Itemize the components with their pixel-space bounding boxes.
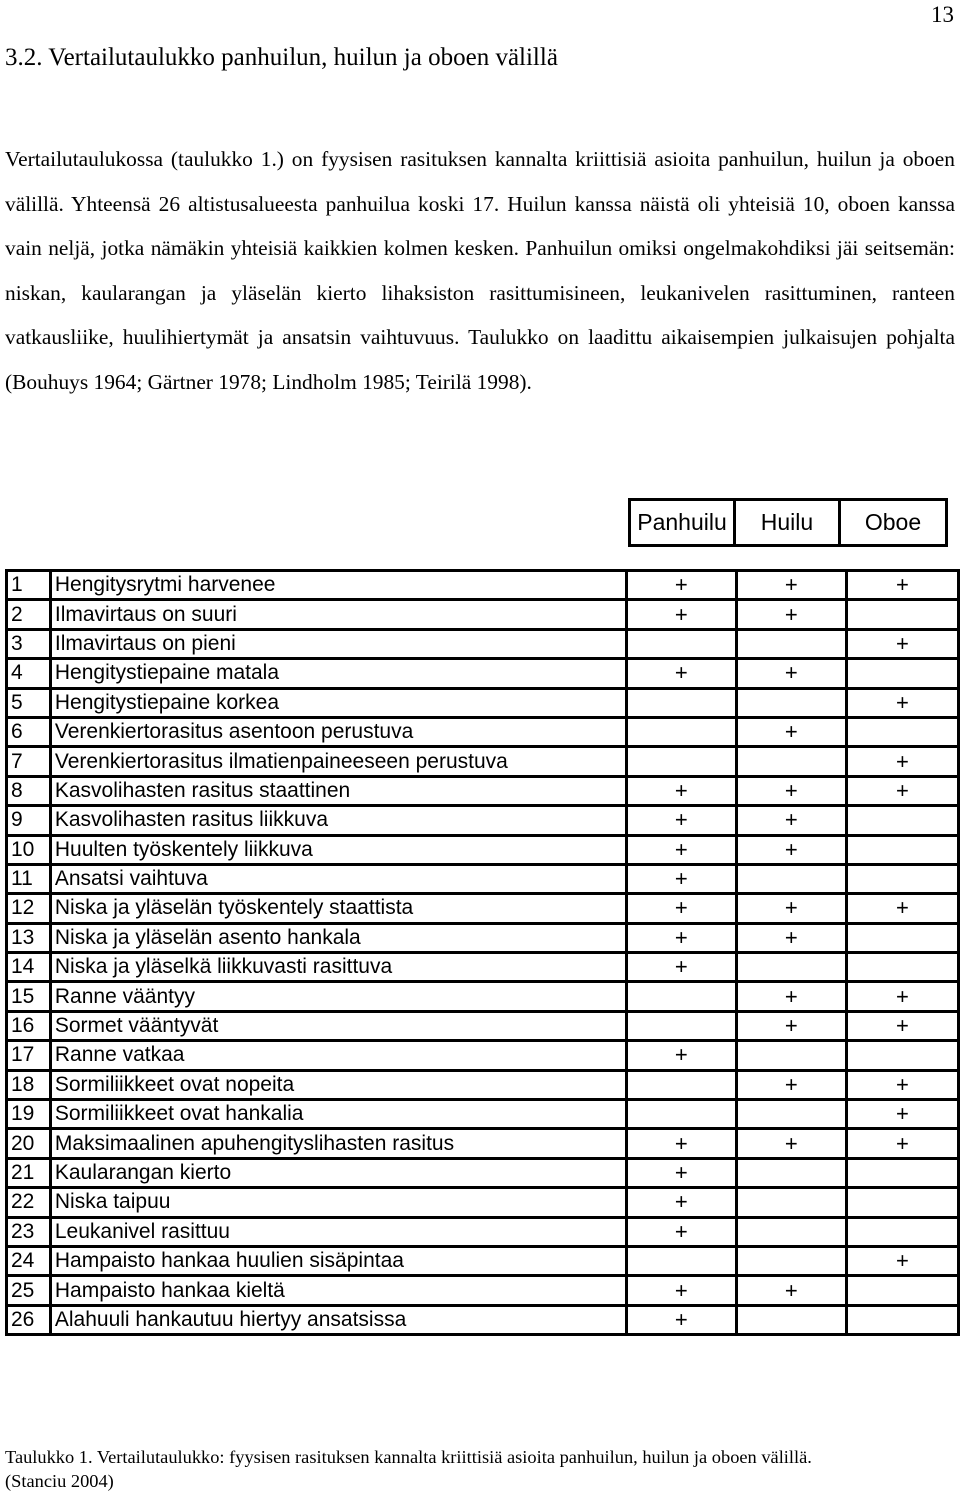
- table-row: [7, 1100, 959, 1129]
- mark-cell-panhuilu: +: [626, 1158, 736, 1187]
- mark-cell-huilu: +: [736, 923, 846, 952]
- table-row: [7, 659, 959, 688]
- mark-cell-panhuilu: [626, 982, 736, 1011]
- mark-cell-oboe: +: [846, 1011, 958, 1040]
- mark-cell-panhuilu: +: [626, 1305, 736, 1334]
- mark-cell-oboe: +: [846, 629, 958, 658]
- row-label: Hengitystiepaine korkea: [50, 688, 626, 717]
- table-row: [7, 571, 959, 600]
- row-number: 15: [7, 982, 51, 1011]
- row-number: 16: [7, 1011, 51, 1040]
- row-number: 26: [7, 1305, 51, 1334]
- mark-cell-oboe: [846, 659, 958, 688]
- row-number: 4: [7, 659, 51, 688]
- mark-cell-panhuilu: [626, 747, 736, 776]
- table-row: [7, 717, 959, 746]
- comparison-table: [5, 498, 960, 1336]
- table-row: [7, 894, 959, 923]
- mark-cell-panhuilu: [626, 1011, 736, 1040]
- table-row: [7, 1011, 959, 1040]
- mark-cell-huilu: [736, 688, 846, 717]
- table-row: [7, 1041, 959, 1070]
- row-label: Kaularangan kierto: [50, 1158, 626, 1187]
- table-row: [7, 1129, 959, 1158]
- mark-cell-huilu: [736, 629, 846, 658]
- mark-cell-huilu: +: [736, 1129, 846, 1158]
- mark-cell-panhuilu: [626, 1070, 736, 1099]
- mark-cell-huilu: +: [736, 806, 846, 835]
- mark-cell-oboe: [846, 717, 958, 746]
- mark-cell-huilu: [736, 1217, 846, 1246]
- mark-cell-huilu: +: [736, 1070, 846, 1099]
- row-label: Niska ja yläselän asento hankala: [50, 923, 626, 952]
- row-label: Hengitysrytmi harvenee: [50, 571, 626, 600]
- body-paragraph: Vertailutaulukossa (taulukko 1.) on fyysisen rasituksen kannalta kriittisiä asioita panhuilun, huilun ja oboen välillä. Yhteensä 26 altistusalueesta panhuilua koski 17. Huilun kanssa näistä oli yhteisiä 10, oboen kanssa vain neljä, jotka nämäkin yhteisiä kaikkien kolmen kesken. Panhuilun omiksi ongelmakohdiksi jäi seitsemän: niskan, kaularangan ja yläselän kierto lihaksiston rasittumisineen, leukanivelen rasittuminen, ranteen vatkausliike, huulihiertymät ja ansatsin vaihtuvuus. Taulukko on laadittu aikaisempien julkaisujen pohjalta (Bouhuys 1964; Gärtner 1978; Lindholm 1985; Teirilä 1998).: [5, 147, 955, 394]
- row-label: Ilmavirtaus on suuri: [50, 600, 626, 629]
- row-label: Niska taipuu: [50, 1188, 626, 1217]
- mark-cell-oboe: +: [846, 1100, 958, 1129]
- row-label: Sormet vääntyvät: [50, 1011, 626, 1040]
- row-number: 18: [7, 1070, 51, 1099]
- mark-cell-huilu: +: [736, 1276, 846, 1305]
- mark-cell-panhuilu: +: [626, 1276, 736, 1305]
- mark-cell-panhuilu: +: [626, 1188, 736, 1217]
- table-row: [7, 776, 959, 805]
- mark-cell-huilu: +: [736, 776, 846, 805]
- table-row: [7, 1188, 959, 1217]
- table-row: [7, 1276, 959, 1305]
- row-label: Hengitystiepaine matala: [50, 659, 626, 688]
- mark-cell-huilu: +: [736, 600, 846, 629]
- caption-source: (Stanciu 2004): [5, 1471, 114, 1491]
- table-row: [7, 688, 959, 717]
- mark-cell-panhuilu: +: [626, 776, 736, 805]
- table-row: [7, 1217, 959, 1246]
- row-number: 5: [7, 688, 51, 717]
- table-row: [7, 600, 959, 629]
- row-label: Huulten työskentely liikkuva: [50, 835, 626, 864]
- row-label: Niska ja yläselän työskentely staattista: [50, 894, 626, 923]
- mark-cell-huilu: +: [736, 894, 846, 923]
- row-label: Alahuuli hankautuu hiertyy ansatsissa: [50, 1305, 626, 1334]
- mark-cell-panhuilu: +: [626, 923, 736, 952]
- mark-cell-panhuilu: [626, 717, 736, 746]
- mark-cell-oboe: +: [846, 571, 958, 600]
- row-label: Maksimaalinen apuhengityslihasten rasitus: [50, 1129, 626, 1158]
- mark-cell-huilu: [736, 864, 846, 893]
- mark-cell-oboe: [846, 835, 958, 864]
- mark-cell-oboe: [846, 600, 958, 629]
- table-row: [7, 953, 959, 982]
- row-label: Hampaisto hankaa huulien sisäpintaa: [50, 1246, 626, 1275]
- mark-cell-oboe: +: [846, 776, 958, 805]
- mark-cell-oboe: [846, 1217, 958, 1246]
- mark-cell-huilu: [736, 953, 846, 982]
- mark-cell-panhuilu: +: [626, 659, 736, 688]
- mark-cell-panhuilu: +: [626, 806, 736, 835]
- row-number: 19: [7, 1100, 51, 1129]
- mark-cell-oboe: [846, 1041, 958, 1070]
- column-header-oboe: Oboe: [840, 500, 947, 546]
- row-label: Ansatsi vaihtuva: [50, 864, 626, 893]
- row-label: Ranne vatkaa: [50, 1041, 626, 1070]
- mark-cell-huilu: +: [736, 1011, 846, 1040]
- table-row: [7, 1305, 959, 1334]
- row-label: Leukanivel rasittuu: [50, 1217, 626, 1246]
- row-number: 11: [7, 864, 51, 893]
- caption-line: Taulukko 1. Vertailutaulukko: fyysisen rasituksen kannalta kriittisiä asioita panhuilun, huilun ja oboen välillä.: [5, 1447, 812, 1467]
- row-label: Ilmavirtaus on pieni: [50, 629, 626, 658]
- table-body: [5, 569, 960, 1336]
- table-row: [7, 747, 959, 776]
- table-row: [7, 923, 959, 952]
- row-number: 12: [7, 894, 51, 923]
- table-row: [7, 1246, 959, 1275]
- table-row: [7, 806, 959, 835]
- mark-cell-oboe: +: [846, 1070, 958, 1099]
- column-header-panhuilu: Panhuilu: [630, 500, 735, 546]
- mark-cell-oboe: +: [846, 688, 958, 717]
- row-number: 13: [7, 923, 51, 952]
- row-number: 7: [7, 747, 51, 776]
- section-heading: 3.2. Vertailutaulukko panhuilun, huilun ja oboen välillä: [5, 44, 558, 71]
- row-number: 10: [7, 835, 51, 864]
- mark-cell-huilu: +: [736, 835, 846, 864]
- mark-cell-panhuilu: +: [626, 1217, 736, 1246]
- mark-cell-panhuilu: +: [626, 1041, 736, 1070]
- mark-cell-oboe: [846, 953, 958, 982]
- row-number: 23: [7, 1217, 51, 1246]
- table-caption: [5, 1445, 957, 1493]
- mark-cell-huilu: +: [736, 571, 846, 600]
- mark-cell-oboe: +: [846, 982, 958, 1011]
- mark-cell-panhuilu: +: [626, 835, 736, 864]
- page-number: 13: [931, 2, 954, 27]
- row-number: 1: [7, 571, 51, 600]
- table-row: [7, 864, 959, 893]
- row-number: 21: [7, 1158, 51, 1187]
- row-number: 25: [7, 1276, 51, 1305]
- mark-cell-huilu: [736, 1246, 846, 1275]
- row-number: 8: [7, 776, 51, 805]
- mark-cell-panhuilu: [626, 1100, 736, 1129]
- table-row: [7, 835, 959, 864]
- mark-cell-oboe: [846, 1188, 958, 1217]
- mark-cell-huilu: [736, 1158, 846, 1187]
- mark-cell-panhuilu: +: [626, 864, 736, 893]
- mark-cell-panhuilu: [626, 629, 736, 658]
- mark-cell-panhuilu: +: [626, 1129, 736, 1158]
- mark-cell-huilu: [736, 1041, 846, 1070]
- mark-cell-huilu: [736, 747, 846, 776]
- row-number: 9: [7, 806, 51, 835]
- mark-cell-panhuilu: [626, 688, 736, 717]
- mark-cell-panhuilu: +: [626, 600, 736, 629]
- mark-cell-panhuilu: +: [626, 894, 736, 923]
- row-label: Verenkiertorasitus ilmatienpaineeseen perustuva: [50, 747, 626, 776]
- mark-cell-huilu: [736, 1305, 846, 1334]
- mark-cell-huilu: [736, 1100, 846, 1129]
- mark-cell-oboe: [846, 1305, 958, 1334]
- mark-cell-oboe: +: [846, 1246, 958, 1275]
- table-header: [628, 498, 948, 547]
- row-label: Kasvolihasten rasitus liikkuva: [50, 806, 626, 835]
- mark-cell-huilu: +: [736, 659, 846, 688]
- row-number: 2: [7, 600, 51, 629]
- column-header-huilu: Huilu: [735, 500, 840, 546]
- row-label: Ranne vääntyy: [50, 982, 626, 1011]
- table-row: [7, 1158, 959, 1187]
- mark-cell-oboe: [846, 1276, 958, 1305]
- mark-cell-huilu: +: [736, 982, 846, 1011]
- row-number: 24: [7, 1246, 51, 1275]
- row-number: 20: [7, 1129, 51, 1158]
- table-row: [7, 1070, 959, 1099]
- mark-cell-huilu: [736, 1188, 846, 1217]
- mark-cell-huilu: +: [736, 717, 846, 746]
- mark-cell-oboe: [846, 1158, 958, 1187]
- mark-cell-oboe: [846, 864, 958, 893]
- mark-cell-panhuilu: +: [626, 571, 736, 600]
- row-label: Hampaisto hankaa kieltä: [50, 1276, 626, 1305]
- row-label: Kasvolihasten rasitus staattinen: [50, 776, 626, 805]
- row-label: Niska ja yläselkä liikkuvasti rasittuva: [50, 953, 626, 982]
- mark-cell-panhuilu: +: [626, 953, 736, 982]
- row-number: 3: [7, 629, 51, 658]
- row-number: 14: [7, 953, 51, 982]
- mark-cell-oboe: [846, 806, 958, 835]
- mark-cell-oboe: +: [846, 894, 958, 923]
- table-row: [7, 982, 959, 1011]
- mark-cell-oboe: +: [846, 1129, 958, 1158]
- row-number: 17: [7, 1041, 51, 1070]
- mark-cell-oboe: +: [846, 747, 958, 776]
- mark-cell-panhuilu: [626, 1246, 736, 1275]
- row-number: 22: [7, 1188, 51, 1217]
- table-row: [7, 629, 959, 658]
- row-label: Sormiliikkeet ovat hankalia: [50, 1100, 626, 1129]
- row-label: Verenkiertorasitus asentoon perustuva: [50, 717, 626, 746]
- mark-cell-oboe: [846, 923, 958, 952]
- row-number: 6: [7, 717, 51, 746]
- row-label: Sormiliikkeet ovat nopeita: [50, 1070, 626, 1099]
